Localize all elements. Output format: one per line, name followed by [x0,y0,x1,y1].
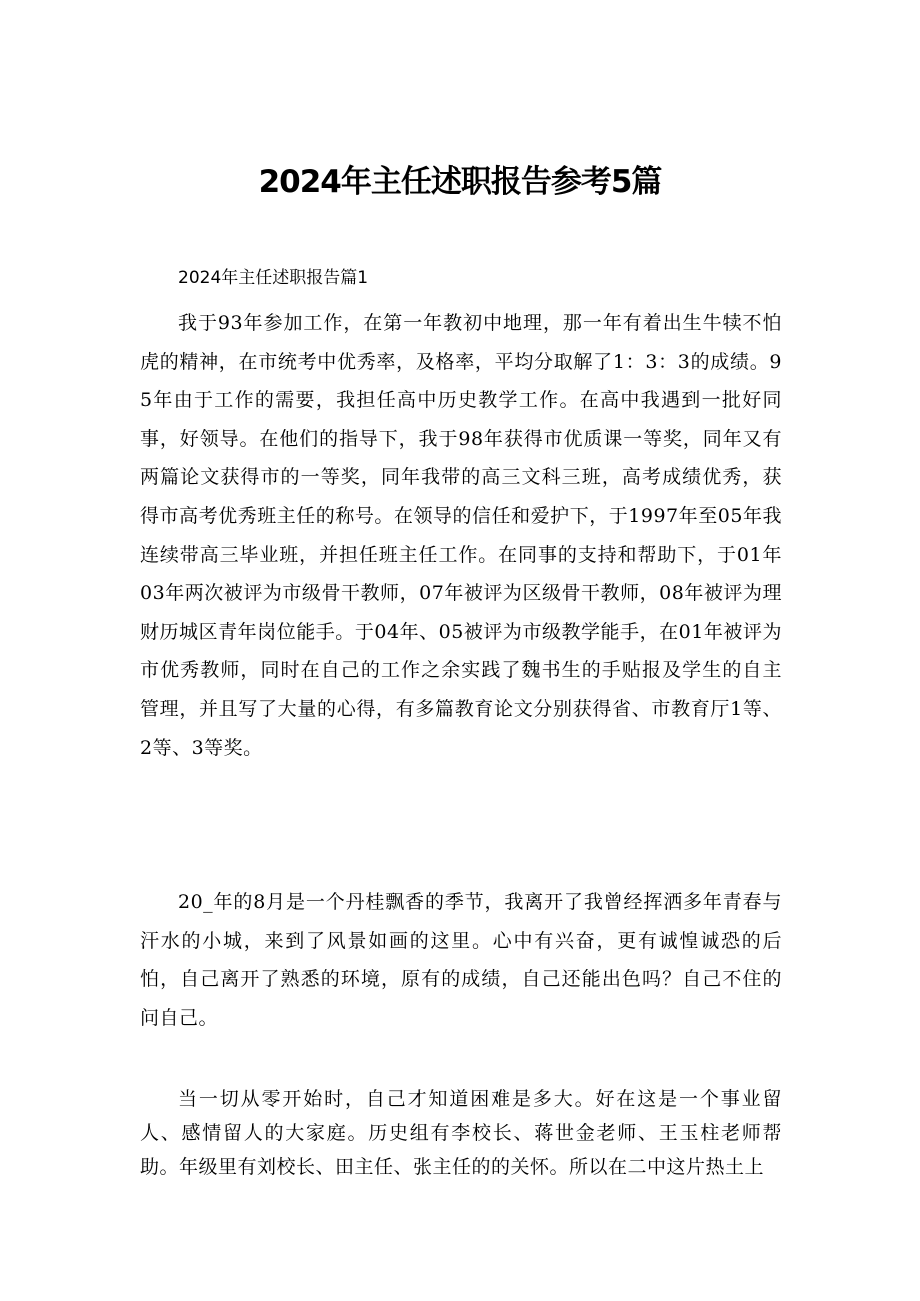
section-heading: 2024年主任述职报告篇1 [178,268,369,288]
body-paragraph-2: 20_年的8月是一个丹桂飘香的季节，我离开了我曾经挥洒多年青春与汗水的小城，来到了风景如画的这里。心中有兴奋，更有诚惶诚恐的后怕，自己离开了熟悉的环境，原有的成绩，自己还能出色吗？自己不住的问自己。 [140,891,782,1029]
document-title: 2024年主任述职报告参考5篇 [258,164,662,200]
body-paragraph-3: 当一切从零开始时，自己才知道困难是多大。好在这是一个事业留人、感情留人的大家庭。历史组有李校长、蒋世金老师、王玉柱老师帮助。年级里有刘校长、田主任、张主任的的关怀。所以在二中这片热土上 [140,1088,782,1178]
body-paragraph-1: 我于93年参加工作，在第一年教初中地理，那一年有着出生牛犊不怕虎的精神，在市统考中优秀率，及格率，平均分取解了1：3：3的成绩。95年由于工作的需要，我担任高中历史教学工作。在高中我遇到一批好同事，好领导。在他们的指导下，我于98年获得市优质课一等奖，同年又有两篇论文获得市的一等奖，同年我带的高三文科三班，高考成绩优秀，获得市高考优秀班主任的称号。在领导的信任和爱护下，于1997年至05年我连续带高三毕业班，并担任班主任工作。在同事的支持和帮助下，于01年03年两次被评为市级骨干教师，07年被评为区级骨干教师，08年被评为理财历城区青年岗位能手。于04年、05被评为市级教学能手，在01年被评为市优秀教师，同时在自己的工作之余实践了魏书生的手贴报及学生的自主管理，并且写了大量的心得，有多篇教育论文分别获得省、市教育厅1等、2等、3等奖。 [140,312,782,759]
